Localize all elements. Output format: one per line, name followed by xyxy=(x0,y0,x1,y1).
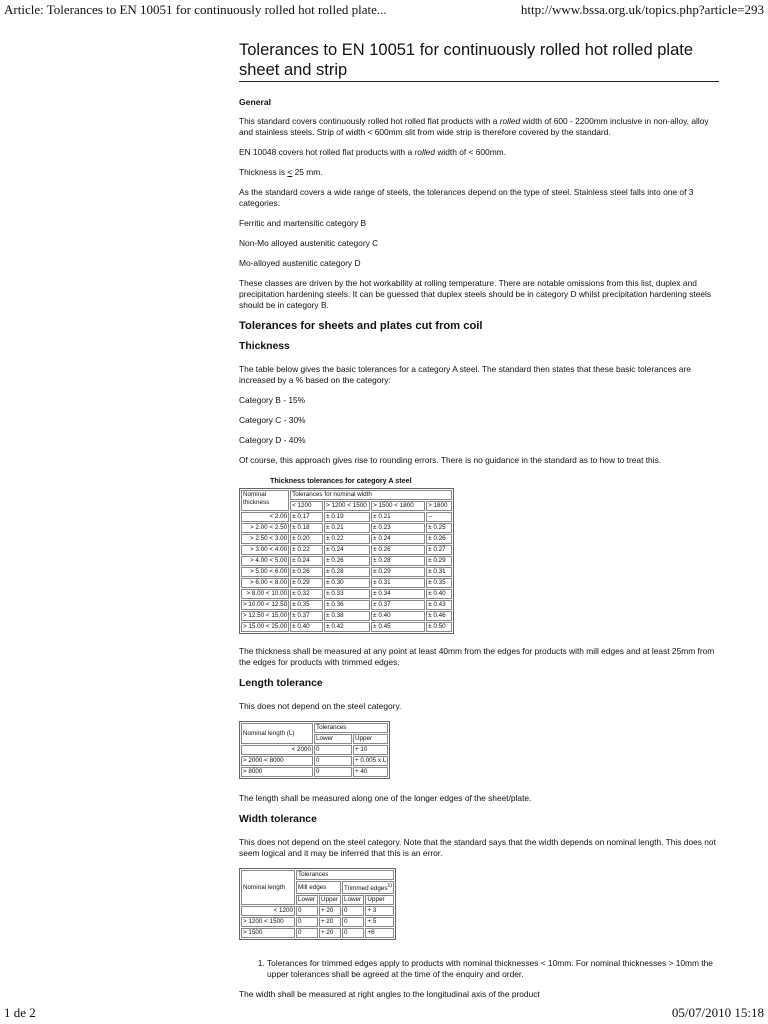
thickness-range-cell: > 2.50 < 3.00 xyxy=(241,534,289,544)
footnotes-list xyxy=(239,958,719,980)
tolerance-cell: ± 0.37 xyxy=(290,611,323,621)
header-lower: Lower xyxy=(296,895,318,905)
table-row xyxy=(241,600,452,610)
paragraph-rounding: Of course, this approach gives rise to rounding errors. There is no guidance in the standard as to how to treat this. xyxy=(239,455,662,465)
text-underline: < xyxy=(287,167,293,177)
width-range-cell: < 1200 xyxy=(241,906,295,916)
tolerance-cell: ± 0.40 xyxy=(426,589,452,599)
paragraph-scope xyxy=(239,116,719,138)
tolerance-cell: ± 0.42 xyxy=(324,622,370,632)
tolerance-cell: ± 0.28 xyxy=(371,556,425,566)
tolerance-cell: ± 0.24 xyxy=(290,556,323,566)
paragraph-basic-tolerances: The table below gives the basic tolerances for a category A steel. The standard then states that these basic tolerances are increased by a % based on the category: xyxy=(239,364,691,385)
footnote-marker[interactable]: 1) xyxy=(387,883,392,889)
page-number: 1 de 2 xyxy=(4,1005,36,1020)
thickness-range-cell: > 15.00 < 25.00 xyxy=(243,623,288,630)
col-header: > 1500 < 1800 xyxy=(371,501,425,511)
tolerance-cell: ± 0.29 xyxy=(371,567,425,577)
text-run: width of < 600mm. xyxy=(435,147,506,157)
tolerance-cell: ± 0.27 xyxy=(426,545,452,555)
paragraph-width-category: This does not depend on the steel category. Note that the standard says that the width depends on nominal length. This does not seem logical and it may be inferred that this is an error. xyxy=(239,837,716,858)
table-row xyxy=(241,567,452,577)
thickness-range-cell: > 2.00 < 2.50 xyxy=(241,523,289,533)
thickness-range-cell: > 6.00 < 8.00 xyxy=(241,578,289,588)
print-footer xyxy=(0,1005,768,1023)
category-b: Ferritic and martensitic category B xyxy=(239,218,367,228)
length-table xyxy=(239,721,390,779)
col-header: > 1800 xyxy=(426,501,452,511)
width-table-body xyxy=(241,906,394,938)
paragraph-measure-length: The length shall be measured along one of the longer edges of the sheet/plate. xyxy=(239,793,532,803)
upper-cell: + 40 xyxy=(353,767,388,777)
paragraph-measure-width: The width shall be measured at right angles to the longitudinal axis of the product xyxy=(239,989,540,1000)
trim-upper-cell: +6 xyxy=(365,928,394,938)
text-run: width of 600 - 2200mm inclusive in non-alloy, alloy and stainless steels. Strip of width < 600mm slit from wide strip is therefore covered by the standard. xyxy=(239,116,709,137)
length-range-cell: > 8000 xyxy=(241,767,313,777)
tolerance-cell: ± 0.29 xyxy=(426,556,452,566)
paragraph-measure-thickness: The thickness shall be measured at any point at least 40mm from the edges for products with mill edges and at least 25mm from the edges for products with trimmed edges. xyxy=(239,646,715,667)
tolerance-cell: ± 0.31 xyxy=(371,578,425,588)
trim-upper-cell: + 3 xyxy=(365,906,394,916)
tolerance-cell: ± 0.28 xyxy=(324,567,370,577)
print-header-title: Article: Tolerances to EN 10051 for continuously rolled hot rolled plate... xyxy=(4,2,387,17)
paragraph-workability: These classes are driven by the hot workability at rolling temperature. There are notable omissions from this list, duplex and precipitation hardening steels. It can be guessed that duplex steels should be in category D whilst precipitation hardening steels should be in category B. xyxy=(239,278,712,310)
print-header-url[interactable]: http://www.bssa.org.uk/topics.php?article=293 xyxy=(520,2,764,17)
trim-lower-cell: 0 xyxy=(342,928,364,938)
category-c: Non-Mo alloyed austenitic category C xyxy=(239,238,379,248)
lower-cell: 0 xyxy=(314,745,352,755)
header-upper: Upper xyxy=(365,895,394,905)
trim-upper-cell: + 5 xyxy=(365,917,394,927)
paragraph-categories-intro: As the standard covers a wide range of steels, the tolerances depend on the type of steel. Stainless steel falls into one of 3 categories: xyxy=(239,187,694,208)
tolerance-cell: ± 0.35 xyxy=(426,578,452,588)
tolerance-cell: ± 0.43 xyxy=(426,600,452,610)
tolerance-cell: ± 0.29 xyxy=(290,578,323,588)
footnote-1: 1. Tolerances for trimmed edges apply to products with nominal thicknesses < 10mm. For nominal thicknesses > 10mm the upper tolerances shall be agreed at the time of the enquiry and order. xyxy=(267,958,719,980)
table-row xyxy=(241,589,452,599)
tolerance-cell: ± 0.26 xyxy=(371,545,425,555)
thickness-range-cell: > 5.00 < 6.00 xyxy=(241,567,289,577)
table-row xyxy=(241,622,452,632)
table-row xyxy=(241,523,452,533)
table-row xyxy=(241,512,452,522)
thickness-table-body xyxy=(241,512,452,632)
table-row xyxy=(241,745,388,755)
page-title: Tolerances to EN 10051 for continuously rolled hot rolled plate sheet and strip xyxy=(239,40,719,82)
upper-cell: + 10 xyxy=(353,745,388,755)
tolerance-cell: ± 0.38 xyxy=(324,611,370,621)
category-d: Mo-alloyed austenitic category D xyxy=(239,258,361,268)
width-range-cell: > 1500 xyxy=(241,928,295,938)
heading-thickness: Thickness xyxy=(239,341,290,352)
percent-d: Category D - 40% xyxy=(239,435,306,445)
tolerance-cell: ± 0.24 xyxy=(324,545,370,555)
tolerance-cell: ± 0.34 xyxy=(371,589,425,599)
length-range-cell: < 2000 xyxy=(241,745,313,755)
thickness-range-cell: > 10.00 < 12.50 xyxy=(243,601,288,608)
table-row xyxy=(241,917,394,927)
lower-cell: 0 xyxy=(314,756,352,766)
lower-cell: 0 xyxy=(314,767,352,777)
trim-lower-cell: 0 xyxy=(342,917,364,927)
thickness-range-cell: > 4.00 < 5.00 xyxy=(241,556,289,566)
tolerance-cell: ± 0.17 xyxy=(290,512,323,522)
tolerance-cell: ± 0.21 xyxy=(371,512,425,522)
text-emphasis: rolled xyxy=(414,147,435,157)
tolerance-cell: ± 0.18 xyxy=(290,523,323,533)
article-content xyxy=(239,40,719,1000)
table-row xyxy=(241,578,452,588)
table-row xyxy=(241,534,452,544)
header-mill-edges: Mill edges xyxy=(296,881,341,894)
general-heading: General xyxy=(239,97,272,107)
tolerance-cell: ± 0.23 xyxy=(371,523,425,533)
tolerance-cell: ± 0.45 xyxy=(371,622,425,632)
tolerance-cell: ± 0.20 xyxy=(290,534,323,544)
header-trimmed-edges xyxy=(342,881,394,894)
tolerance-cell: ± 0.37 xyxy=(371,600,425,610)
table-row xyxy=(241,906,394,916)
mill-lower-cell: 0 xyxy=(296,928,318,938)
tolerance-cell: ± 0.36 xyxy=(324,600,370,610)
tolerance-cell: ± 0.22 xyxy=(324,534,370,544)
thickness-table-caption: Thickness tolerances for category A steel xyxy=(270,476,412,485)
text-run: 25 mm. xyxy=(292,167,323,177)
heading-width: Width tolerance xyxy=(239,814,317,825)
col-header: > 1200 < 1500 xyxy=(324,501,370,511)
thickness-range-cell: > 12.50 < 15.00 xyxy=(243,612,288,619)
header-upper: Upper xyxy=(319,895,341,905)
header-nominal-length: Nominal length xyxy=(241,870,295,905)
tolerance-cell: ± 0.25 xyxy=(426,523,452,533)
percent-b: Category B - 15% xyxy=(239,395,306,405)
mill-lower-cell: 0 xyxy=(296,917,318,927)
thickness-table xyxy=(239,488,454,634)
header-tolerances: Tolerances xyxy=(296,870,394,880)
tolerance-cell: ± 0.40 xyxy=(371,611,425,621)
tolerance-cell: ± 0.26 xyxy=(324,556,370,566)
paragraph-en10048 xyxy=(239,147,719,158)
heading-sheets-plates: Tolerances for sheets and plates cut from coil xyxy=(239,320,483,332)
length-range-cell: > 2000 < 8000 xyxy=(241,756,313,766)
print-timestamp: 05/07/2010 15:18 xyxy=(671,1005,764,1020)
paragraph-length-category: This does not depend on the steel category. xyxy=(239,701,402,711)
thickness-range-cell: < 2.00 xyxy=(241,512,289,522)
mill-upper-cell: + 20 xyxy=(319,906,341,916)
width-table xyxy=(239,868,396,940)
header-lower: Lower xyxy=(314,734,352,744)
width-range-cell: > 1200 < 1500 xyxy=(241,917,295,927)
tolerance-cell: ± 0.21 xyxy=(324,523,370,533)
tolerance-cell: ± 0.35 xyxy=(290,600,323,610)
percent-c: Category C - 30% xyxy=(239,415,306,425)
table-row xyxy=(241,611,452,621)
text-run: Thickness is xyxy=(239,167,288,177)
header-nominal-thickness: Nominal thickness xyxy=(241,490,289,511)
tolerance-cell: ± 0.26 xyxy=(426,534,452,544)
print-header xyxy=(0,0,768,22)
table-row xyxy=(241,756,388,766)
header-tolerances: Tolerances xyxy=(314,723,388,733)
thickness-range-cell: > 8.00 < 10.00 xyxy=(241,589,289,599)
table-header-row xyxy=(241,870,394,880)
table-header-row xyxy=(241,723,388,733)
tolerance-cell: ± 0.19 xyxy=(324,512,370,522)
tolerance-cell: -- xyxy=(426,512,452,522)
tolerance-cell: ± 0.26 xyxy=(290,567,323,577)
tolerance-cell: ± 0.24 xyxy=(371,534,425,544)
table-row xyxy=(241,545,452,555)
header-upper: Upper xyxy=(353,734,388,744)
upper-cell: + 0.005 x L xyxy=(355,757,387,764)
mill-upper-cell: + 20 xyxy=(319,928,341,938)
tolerance-cell: ± 0.22 xyxy=(290,545,323,555)
heading-length: Length tolerance xyxy=(239,678,323,689)
length-table-body xyxy=(241,745,388,777)
tolerance-cell: ± 0.33 xyxy=(324,589,370,599)
table-header-row xyxy=(241,490,452,500)
tolerance-cell: ± 0.32 xyxy=(290,589,323,599)
text-run: This standard covers continuously rolled hot rolled flat products with a xyxy=(239,116,500,126)
col-header: < 1200 xyxy=(290,501,323,511)
tolerance-cell: ± 0.46 xyxy=(426,611,452,621)
text-emphasis: rolled xyxy=(499,116,521,126)
text-run: EN 10048 covers hot rolled flat products with a xyxy=(239,147,415,157)
header-tolerances-width: Tolerances for nominal width xyxy=(290,490,452,500)
table-row xyxy=(241,767,388,777)
thickness-range-cell: > 3.00 < 4.00 xyxy=(241,545,289,555)
header-nominal-length: Nominal length (L) xyxy=(241,723,313,744)
table-row xyxy=(241,556,452,566)
header-lower: Lower xyxy=(342,895,364,905)
tolerance-cell: ± 0.31 xyxy=(426,567,452,577)
text-run: Trimmed edges xyxy=(344,885,388,893)
tolerance-cell: ± 0.30 xyxy=(324,578,370,588)
trim-lower-cell: 0 xyxy=(342,906,364,916)
paragraph-thickness-limit xyxy=(239,167,719,178)
mill-upper-cell: + 20 xyxy=(319,917,341,927)
tolerance-cell: ± 0.40 xyxy=(290,622,323,632)
table-row xyxy=(241,928,394,938)
tolerance-cell: ± 0.50 xyxy=(426,622,452,632)
mill-lower-cell: 0 xyxy=(296,906,318,916)
